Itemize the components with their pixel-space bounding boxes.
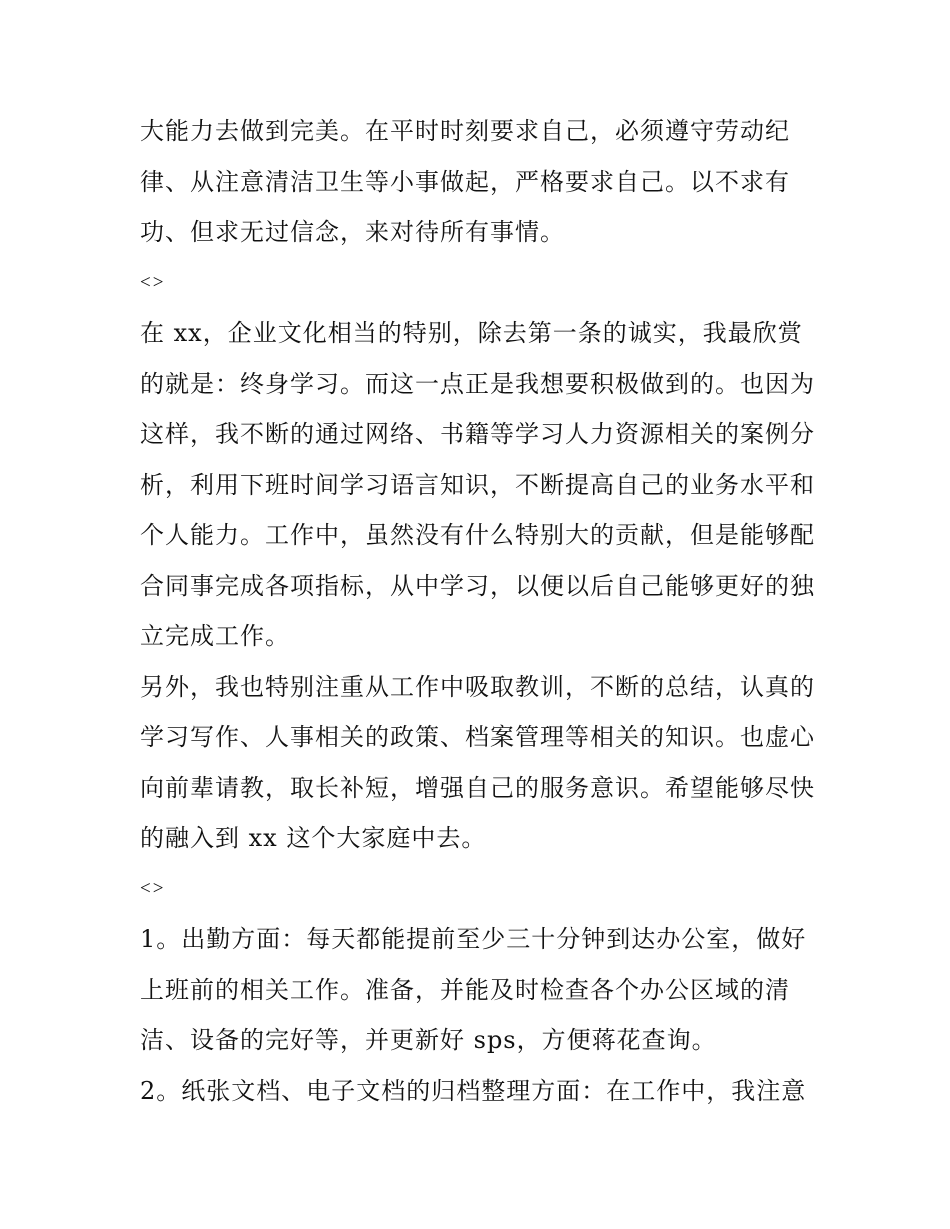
text-line: 这样，我不断的通过网络、书籍等学习人力资源相关的案例分 <box>140 420 815 448</box>
text-line: 合同事完成各项指标，从中学习，以便以后自己能够更好的独 <box>140 571 815 600</box>
text-line: 个人能力。工作中，虽然没有什么特别大的贡献，但是能够配 <box>140 521 815 549</box>
text-line: 洁、设备的完好等，并更新好 sps，方便蒋花查询。 <box>140 1026 717 1054</box>
paragraph-learning <box>140 662 820 864</box>
text-line: 另外，我也特别注重从工作中吸取教训，不断的总结，认真的 <box>140 672 815 701</box>
text-line: 的就是：终身学习。而这一点正是我想要积极做到的。也因为 <box>140 369 815 398</box>
text-line: 2。纸张文档、电子文档的归档整理方面：在工作中，我注意 <box>140 1076 807 1105</box>
text-line: 的融入到 xx 这个大家庭中去。 <box>140 824 487 852</box>
text-line: 向前辈请教，取长补短，增强自己的服务意识。希望能够尽快 <box>140 773 815 802</box>
text-line: 上班前的相关工作。准备，并能及时检查各个办公区域的清 <box>140 975 790 1004</box>
text-line: 析，利用下班时间学习语言知识，不断提高自己的业务水平和 <box>140 470 815 499</box>
paragraph-corporate-culture <box>140 308 820 662</box>
text-line: 功、但求无过信念，来对待所有事情。 <box>140 218 565 246</box>
document-body <box>140 106 820 1116</box>
paragraph-discipline <box>140 106 820 258</box>
text-line: 大能力去做到完美。在平时时刻要求自己，必须遵守劳动纪 <box>140 117 790 145</box>
text-line: 立完成工作。 <box>140 622 290 650</box>
list-item-archiving <box>140 1066 820 1117</box>
section-separator: <> <box>140 877 166 899</box>
text-line: 1。出勤方面：每天都能提前至少三十分钟到达办公室，做好 <box>140 925 807 953</box>
list-item-attendance <box>140 914 820 1066</box>
text-line: 在 xx，企业文化相当的特别，除去第一条的诚实，我最欣赏 <box>140 319 803 347</box>
text-line: 学习写作、人事相关的政策、档案管理等相关的知识。也虚心 <box>140 723 815 751</box>
section-separator: <> <box>140 271 166 293</box>
text-line: 律、从注意清洁卫生等小事做起，严格要求自己。以不求有 <box>140 167 790 196</box>
